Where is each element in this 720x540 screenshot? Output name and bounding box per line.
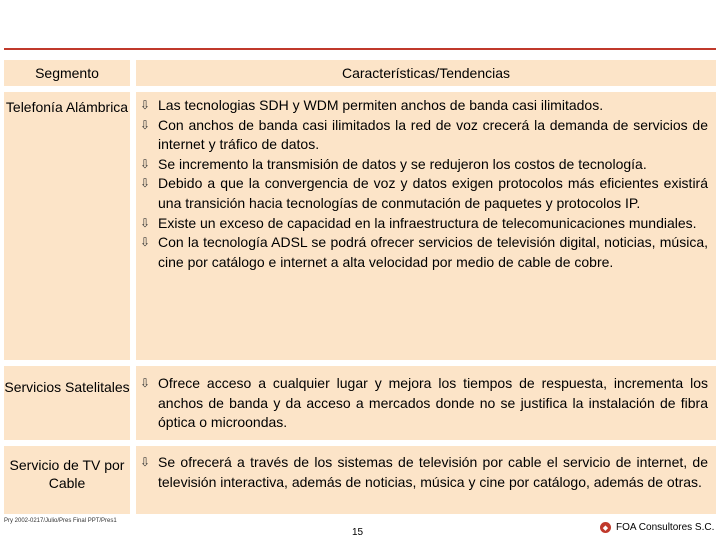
bullet-text: Se ofrecerá a través de los sistemas de televisión por cable el servicio de internet, de televisión interactiva, además de noticias, música y cine por catálogo, además de otras. (158, 454, 708, 490)
bullet-text: Con la tecnología ADSL se podrá ofrecer servicios de televisión digital, noticias, música, cine por catálogo e internet a alta velocidad por medio de cable de cobre. (158, 234, 708, 270)
bullet-text: Debido a que la convergencia de voz y datos exigen protocolos más eficientes existirá una transición hacia tecnologías de conmutación de paquetes y protocolos IP. (158, 175, 708, 211)
list-item (140, 453, 708, 492)
company-name: FOA Consultores S.C. (616, 522, 715, 533)
page-number: 15 (352, 527, 364, 538)
features-cell-3 (136, 446, 716, 514)
company-logo-icon: ◆ (600, 522, 611, 533)
header-segment (4, 60, 130, 86)
segment-cell-3 (4, 446, 130, 514)
header-features-label: Características/Tendencias (341, 65, 511, 81)
footer-file-path: Pry 2002-0217/Julio/Pres Final PPT/Pres1 (4, 518, 117, 524)
down-arrow-icon: ⇩ (140, 455, 151, 469)
list-item (140, 214, 708, 234)
top-divider (4, 48, 716, 50)
bullet-text: Las tecnologias SDH y WDM permiten anchos de banda casi ilimitados. (158, 97, 604, 113)
segment-cell-1 (4, 92, 130, 360)
list-item (140, 155, 708, 175)
bullet-text: Se incremento la transmisión de datos y se redujeron los costos de tecnología. (158, 155, 647, 172)
footer-company (600, 522, 714, 533)
header-features (136, 60, 716, 86)
bullet-text: Con anchos de banda casi ilimitados la red de voz crecerá la demanda de servicios de internet y tráfico de datos. (158, 116, 708, 153)
list-item (140, 174, 708, 213)
down-arrow-icon: ⇩ (140, 376, 151, 390)
segment-label: Telefonía Alámbrica (5, 99, 129, 115)
features-cell-1 (136, 92, 716, 360)
down-arrow-icon: ⇩ (140, 215, 151, 230)
down-arrow-icon: ⇩ (140, 235, 151, 250)
bullet-text: Existe un exceso de capacidad en la infraestructura de telecomunicaciones mundiales. (158, 214, 697, 231)
down-arrow-icon: ⇩ (140, 98, 151, 112)
segment-label: Servicio de TV por Cable (9, 457, 125, 491)
header-segment-label: Segmento (35, 65, 99, 81)
list-item (140, 116, 708, 155)
segment-cell-2 (4, 366, 130, 440)
segment-label: Servicios Satelitales (4, 379, 130, 395)
list-item (140, 374, 708, 433)
down-arrow-icon: ⇩ (140, 117, 151, 132)
features-cell-2 (136, 366, 716, 440)
list-item (140, 233, 708, 272)
down-arrow-icon: ⇩ (140, 176, 151, 191)
down-arrow-icon: ⇩ (140, 156, 151, 171)
bullet-text: Ofrece acceso a cualquier lugar y mejora los tiempos de respuesta, incrementa los anchos de banda y da acceso a mercados donde no se justifica la instalación de fibra óptica o microondas. (158, 375, 708, 431)
list-item (140, 96, 708, 116)
